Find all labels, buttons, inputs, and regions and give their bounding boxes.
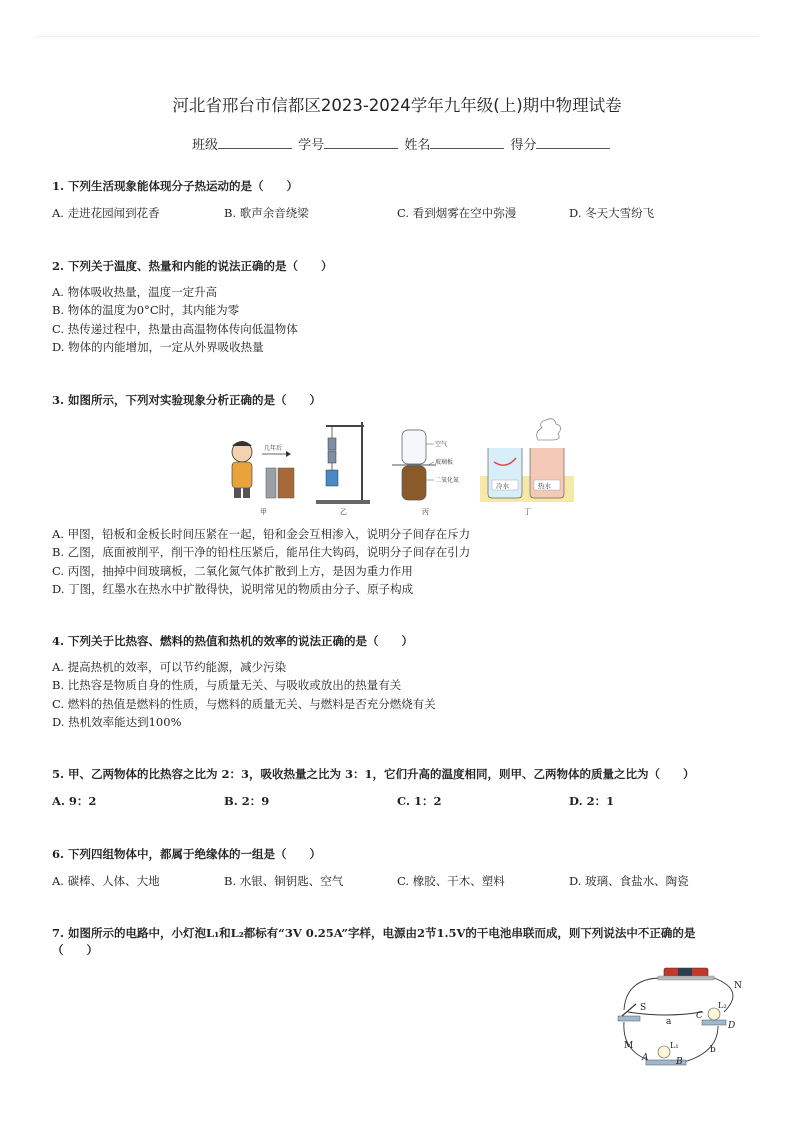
hot-water-label: 热水 xyxy=(538,482,551,490)
question-stem-continued: （ ） xyxy=(52,943,98,957)
question-3 xyxy=(52,392,752,409)
label-a-wire: a xyxy=(666,1017,672,1027)
figure-ding xyxy=(480,419,574,516)
option-d[interactable]: D. 玻璃、食盐水、陶瓷 xyxy=(569,874,689,888)
option-c[interactable]: C. 看到烟雾在空中弥漫 xyxy=(397,206,517,220)
figure-caption: 乙 xyxy=(340,508,347,516)
question-3-options xyxy=(52,525,752,598)
question-stem: 3. 如图所示，下列对实验现象分析正确的是（ ） xyxy=(52,393,322,407)
option-a[interactable]: A. 走进花园闻到花香 xyxy=(52,206,160,220)
battery-base-icon xyxy=(658,976,714,980)
option-c[interactable]: C. 燃料的热值是燃料的性质，与燃料的质量无关、与燃料是否充分燃烧有关 xyxy=(52,696,436,711)
option-b[interactable]: B. 物体的温度为0°C时，其内能为零 xyxy=(52,303,240,318)
option-a[interactable]: A. 碳棒、人体、大地 xyxy=(52,874,160,888)
figure-jia xyxy=(232,441,294,516)
air-jar-icon xyxy=(402,430,426,464)
arrow-head-icon xyxy=(286,451,291,457)
option-d[interactable]: D. 冬天大雪纷飞 xyxy=(569,206,655,220)
question-6 xyxy=(52,846,752,891)
option-d[interactable]: D. 2：1 xyxy=(569,794,615,808)
question-stem: 4. 下列关于比热容、燃料的热值和热机的效率的说法正确的是（ ） xyxy=(52,634,414,648)
option-c[interactable]: C. 橡胶、干木、塑料 xyxy=(397,874,505,888)
figure-caption: 甲 xyxy=(260,508,267,516)
label-s: S xyxy=(640,1003,647,1013)
boy-leg-icon xyxy=(234,488,241,498)
class-label: 班级 xyxy=(192,138,219,153)
option-c[interactable]: C. 丙图，抽掉中间玻璃板，二氧化氮气体扩散到上方，是因为重力作用 xyxy=(52,563,413,578)
air-label: 空气 xyxy=(435,441,448,448)
arrow-label: 几年后 xyxy=(264,445,283,452)
options-row xyxy=(52,793,752,811)
label-a-terminal: A xyxy=(642,1053,649,1063)
name-blank[interactable] xyxy=(430,136,504,149)
name-label: 姓名 xyxy=(404,138,431,153)
lamp-l2-base-icon xyxy=(702,1020,726,1025)
steam-icon xyxy=(537,419,561,440)
boy-body-icon xyxy=(232,462,252,488)
option-d[interactable]: D. 物体的内能增加，一定从外界吸收热量 xyxy=(52,339,264,354)
options-list xyxy=(52,658,752,731)
option-d[interactable]: D. 丁图，红墨水在热水中扩散得快，说明常见的物质由分子、原子构成 xyxy=(52,581,414,596)
wire-b-icon xyxy=(684,1026,718,1062)
options-row xyxy=(52,205,752,223)
question-5 xyxy=(52,766,752,811)
lead-plate-icon xyxy=(266,468,276,498)
hot-beaker-icon xyxy=(530,448,564,498)
figure-caption: 丙 xyxy=(422,508,429,516)
switch-base-icon xyxy=(618,1016,640,1021)
gas-label: 二氧化氮 xyxy=(435,477,460,484)
glass-plate-label: 玻璃板 xyxy=(435,459,454,466)
label-l2: L₂ xyxy=(718,1001,727,1010)
boy-hair-icon xyxy=(232,441,252,446)
label-b-wire: b xyxy=(710,1045,716,1055)
student-id-label: 学号 xyxy=(298,138,325,153)
option-b[interactable]: B. 比热容是物质自身的性质，与质量无关、与吸收或放出的热量有关 xyxy=(52,678,402,693)
question-stem: 5. 甲、乙两物体的比热容之比为 2：3，吸收热量之比为 3：1，它们升高的温度相同，则甲、乙两物体的质量之比为（ ） xyxy=(52,767,695,781)
question-stem: 2. 下列关于温度、热量和内能的说法正确的是（ ） xyxy=(52,259,333,273)
figure-bing xyxy=(392,430,459,516)
label-n: N xyxy=(734,981,742,991)
label-d: D xyxy=(728,1021,736,1031)
page-title: 河北省邢台市信都区2023-2024学年九年级(上)期中物理试卷 xyxy=(172,96,622,115)
lamp-l1-icon xyxy=(658,1046,670,1058)
option-d[interactable]: D. 热机效率能达到100% xyxy=(52,714,182,729)
stand-base-icon xyxy=(316,500,370,504)
experiment-figure xyxy=(222,414,578,522)
top-divider xyxy=(36,36,758,37)
figure-yi xyxy=(316,422,370,516)
option-b[interactable]: B. 歌声余音绕梁 xyxy=(224,206,309,220)
option-c[interactable]: C. 1：2 xyxy=(397,794,442,808)
score-label: 得分 xyxy=(510,138,537,153)
label-l1: L₁ xyxy=(670,1041,679,1050)
question-7 xyxy=(52,925,752,959)
label-m: M xyxy=(624,1041,634,1051)
option-a[interactable]: A. 9：2 xyxy=(52,794,97,808)
options-row xyxy=(52,873,752,891)
weight-icon xyxy=(326,470,338,486)
question-1 xyxy=(52,178,752,223)
cold-beaker-icon xyxy=(488,448,522,498)
options-list xyxy=(52,525,752,598)
option-a[interactable]: A. 甲图，铅板和金板长时间压紧在一起，铅和金会互相渗入，说明分子间存在斥力 xyxy=(52,527,471,541)
option-b[interactable]: B. 水银、铜钥匙、空气 xyxy=(224,874,344,888)
label-c: C xyxy=(696,1011,703,1021)
student-info-row xyxy=(192,134,622,153)
student-id-blank[interactable] xyxy=(324,136,398,149)
question-stem: 1. 下列生活现象能体现分子热运动的是（ ） xyxy=(52,179,299,193)
option-b[interactable]: B. 2：9 xyxy=(224,794,270,808)
lead-cylinder-icon xyxy=(328,438,336,450)
circuit-diagram xyxy=(606,960,756,1072)
label-b-terminal: B xyxy=(676,1057,683,1067)
question-2 xyxy=(52,258,752,356)
question-4 xyxy=(52,633,752,731)
option-b[interactable]: B. 乙图，底面被削平，削干净的铅柱压紧后，能吊住大钩码，说明分子间存在引力 xyxy=(52,545,471,560)
cold-water-label: 冷水 xyxy=(496,482,509,490)
question-stem: 7. 如图所示的电路中，小灯泡L₁和L₂都标有“3V 0.25A”字样，电源由2节1.5V的干电池串联而成，则下列说法中不正确的是 xyxy=(52,926,696,940)
option-c[interactable]: C. 热传递过程中，热量由高温物体传向低温物体 xyxy=(52,321,298,336)
no2-jar-icon xyxy=(402,466,426,500)
class-blank[interactable] xyxy=(218,136,292,149)
lead-cylinder-icon xyxy=(328,451,336,463)
score-blank[interactable] xyxy=(536,136,610,149)
option-a[interactable]: A. 物体吸收热量，温度一定升高 xyxy=(52,285,218,299)
option-a[interactable]: A. 提高热机的效率，可以节约能源，减少污染 xyxy=(52,660,287,674)
figure-caption: 丁 xyxy=(524,508,531,516)
question-stem: 6. 下列四组物体中，都属于绝缘体的一组是（ ） xyxy=(52,847,322,861)
options-list xyxy=(52,283,752,356)
gold-plate-icon xyxy=(278,468,294,498)
boy-leg-icon xyxy=(243,488,250,498)
